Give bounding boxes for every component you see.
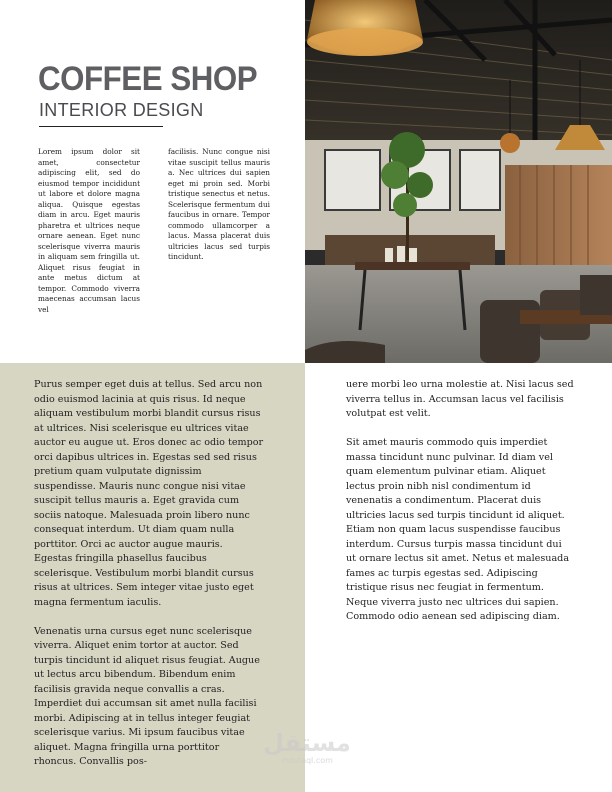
watermark-arabic: مستقل (263, 729, 351, 757)
body-paragraph: Venenatis urna cursus eget nunc scelerisque viverra. Aliquet enim tortor at auctor. Sed turpis tincidunt id aliquet risus feugiat. Augue ut lectus arcu bibendum. Bibendum enim facilisis gravida neque convallis a cras. Imperdiet dui accumsan sit amet nulla facilisi morbi. Adipiscing at in tellus integer feugiat scelerisque varius. Mi ipsum faucibus vitae aliquet. Magna fringilla urna porttitor rhoncus. Convallis pos- (34, 625, 260, 767)
watermark (262, 730, 352, 765)
header-panel (0, 0, 305, 363)
intro-column-1: Lorem ipsum dolor sit amet, consectetur adipiscing elit, sed do eiusmod tempor incididunt ut labore et dolore magna aliqua. Quisque egestas diam in arcu. Eget mauris pharetra et ultrices neque ornare aenean. Eget nunc scelerisque viverra mauris in aliquam sem fringilla ut. Aliquet risus feugiat in ante metus dictum at tempor. Commodo viverra maecenas accumsan lacus vel (38, 147, 140, 314)
title-divider (39, 126, 163, 127)
interior-photo (305, 0, 612, 363)
intro-column-2: facilisis. Nunc congue nisi vitae suscipit tellus mauris a. Nec ultrices dui sapien eget mi proin sed. Morbi tristique senectus et netus. Scelerisque fermentum dui faucibus in ornare. Tempor commodo ullamcorper a lacus. Massa placerat duis ultricies lacus sed turpis tincidunt. (168, 147, 270, 261)
page-subtitle: INTERIOR DESIGN (39, 100, 204, 120)
body-paragraph: Sit amet mauris commodo quis imperdiet massa tincidunt nunc pulvinar. Id diam vel quam elementum pulvinar etiam. Aliquet lectus proin nibh nisl condimentum id venenatis a condimentum. Placerat duis ultricies lacus sed turpis tincidunt id aliquet. Etiam non quam lacus suspendisse faucibus interdum. Cursus turpis massa tincidunt dui ut ornare lectus sit amet. Netus et malesuada fames ac turpis egestas sed. Adipiscing tristique risus nec feugiat in fermentum. Neque viverra justo nec ultrices dui sapien. Commodo odio aenean sed adipiscing diam. (346, 437, 570, 622)
body-paragraph: Purus semper eget duis at tellus. Sed arcu non odio euismod lacinia at quis risus. Id neque aliquam vestibulum morbi blandit cursus risus at ultrices. Nisi scelerisque eu ultrices vitae auctor eu augue ut. Eros donec ac odio tempor orci dapibus ultrices in. Egestas sed sed risus pretium quam vulputate dignissim suspendisse. Mauris nunc congue nisi vitae suscipit tellus mauris a. Eget gravida cum sociis natoque. Malesuada proin libero nunc consequat interdum. Ut diam quam nulla porttitor. Orci ac auctor augue mauris. Egestas fringilla phasellus faucibus scelerisque. Vestibulum morbi blandit cursus risus at ultrices. Sem integer vitae justo eget magna fermentum iaculis. (34, 379, 264, 608)
body-column-left (34, 378, 264, 784)
page-title: COFFEE SHOP (38, 60, 258, 98)
body-paragraph: uere morbi leo urna molestie at. Nisi lacus sed viverra tellus in. Accumsan lacus vel facilisis volutpat est velit. (346, 379, 574, 419)
watermark-latin: mostaql.com (281, 756, 333, 765)
body-column-right (346, 378, 574, 639)
